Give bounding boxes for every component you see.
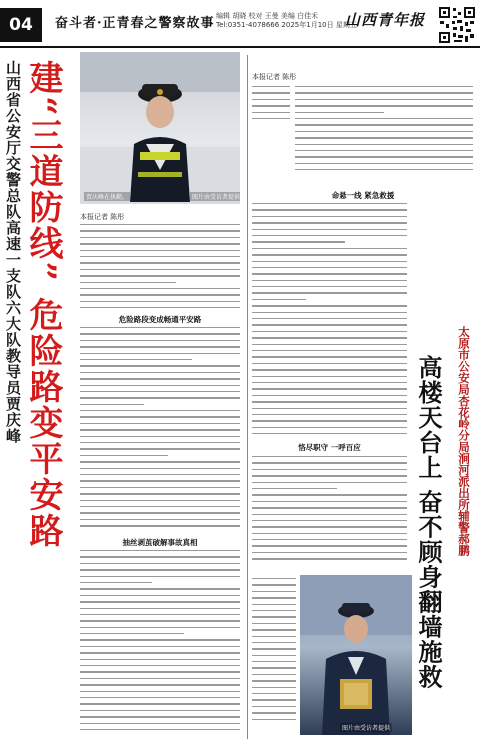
right-body-text-1a [252,86,290,182]
page-header [0,0,480,52]
right-byline: 本报记者 陈彤 [252,73,297,81]
section-title: 奋斗者·正青春之警察故事 [55,16,215,31]
right-body-text-3 [252,456,407,572]
right-body-text-1 [295,86,473,182]
right-kicker: 太原市公安局杏花岭分局涧河派出所辅警郝鹏 [457,326,471,556]
header-date: Tel:0351-4078666 2025年1月10日 星期五 [216,21,357,29]
header-meta [216,12,357,30]
left-body-text-3 [80,550,240,738]
left-body-text-2 [80,327,240,532]
right-photo [300,575,412,735]
officer-with-badge-photo-icon [300,575,412,735]
left-photo-caption: 贾庆峰在执勤。 [86,194,129,201]
right-subhead-1: 命悬一线 紧急救援 [331,191,395,200]
left-byline: 本报记者 陈彤 [80,213,125,221]
left-headline: 建“三道防线” 危险路变平安路 [23,60,63,549]
left-subhead-2: 抽丝剥茧破解事故真相 [122,538,198,547]
right-photo-caption: 图片由受访者提供 [342,725,391,732]
qr-code-icon [438,6,476,44]
header-editors: 编辑 胡晓 校对 王曼 美编 白佳禾 [216,12,319,20]
header-rule [0,46,480,48]
right-headline: 高楼天台上 奋不顾身翻墙施救 [414,355,443,690]
right-subhead-2: 恪尽职守 一呼百应 [298,443,361,452]
right-body-text-2 [252,203,407,453]
left-photo [80,52,240,204]
column-divider [247,55,248,739]
newspaper-logo: 山西青年报 [345,11,426,29]
police-officer-photo-icon [80,52,240,204]
page-number: 04 [0,8,42,42]
left-kicker: 山西省公安厅交警总队高速一支队六大队教导员贾庆峰 [4,60,22,444]
left-photo-credit: 图片由受访者提供 [190,192,240,201]
right-body-text-4 [252,578,296,738]
left-body-text-1 [80,224,240,316]
left-subhead-1: 危险路段变成畅通平安路 [118,315,202,324]
